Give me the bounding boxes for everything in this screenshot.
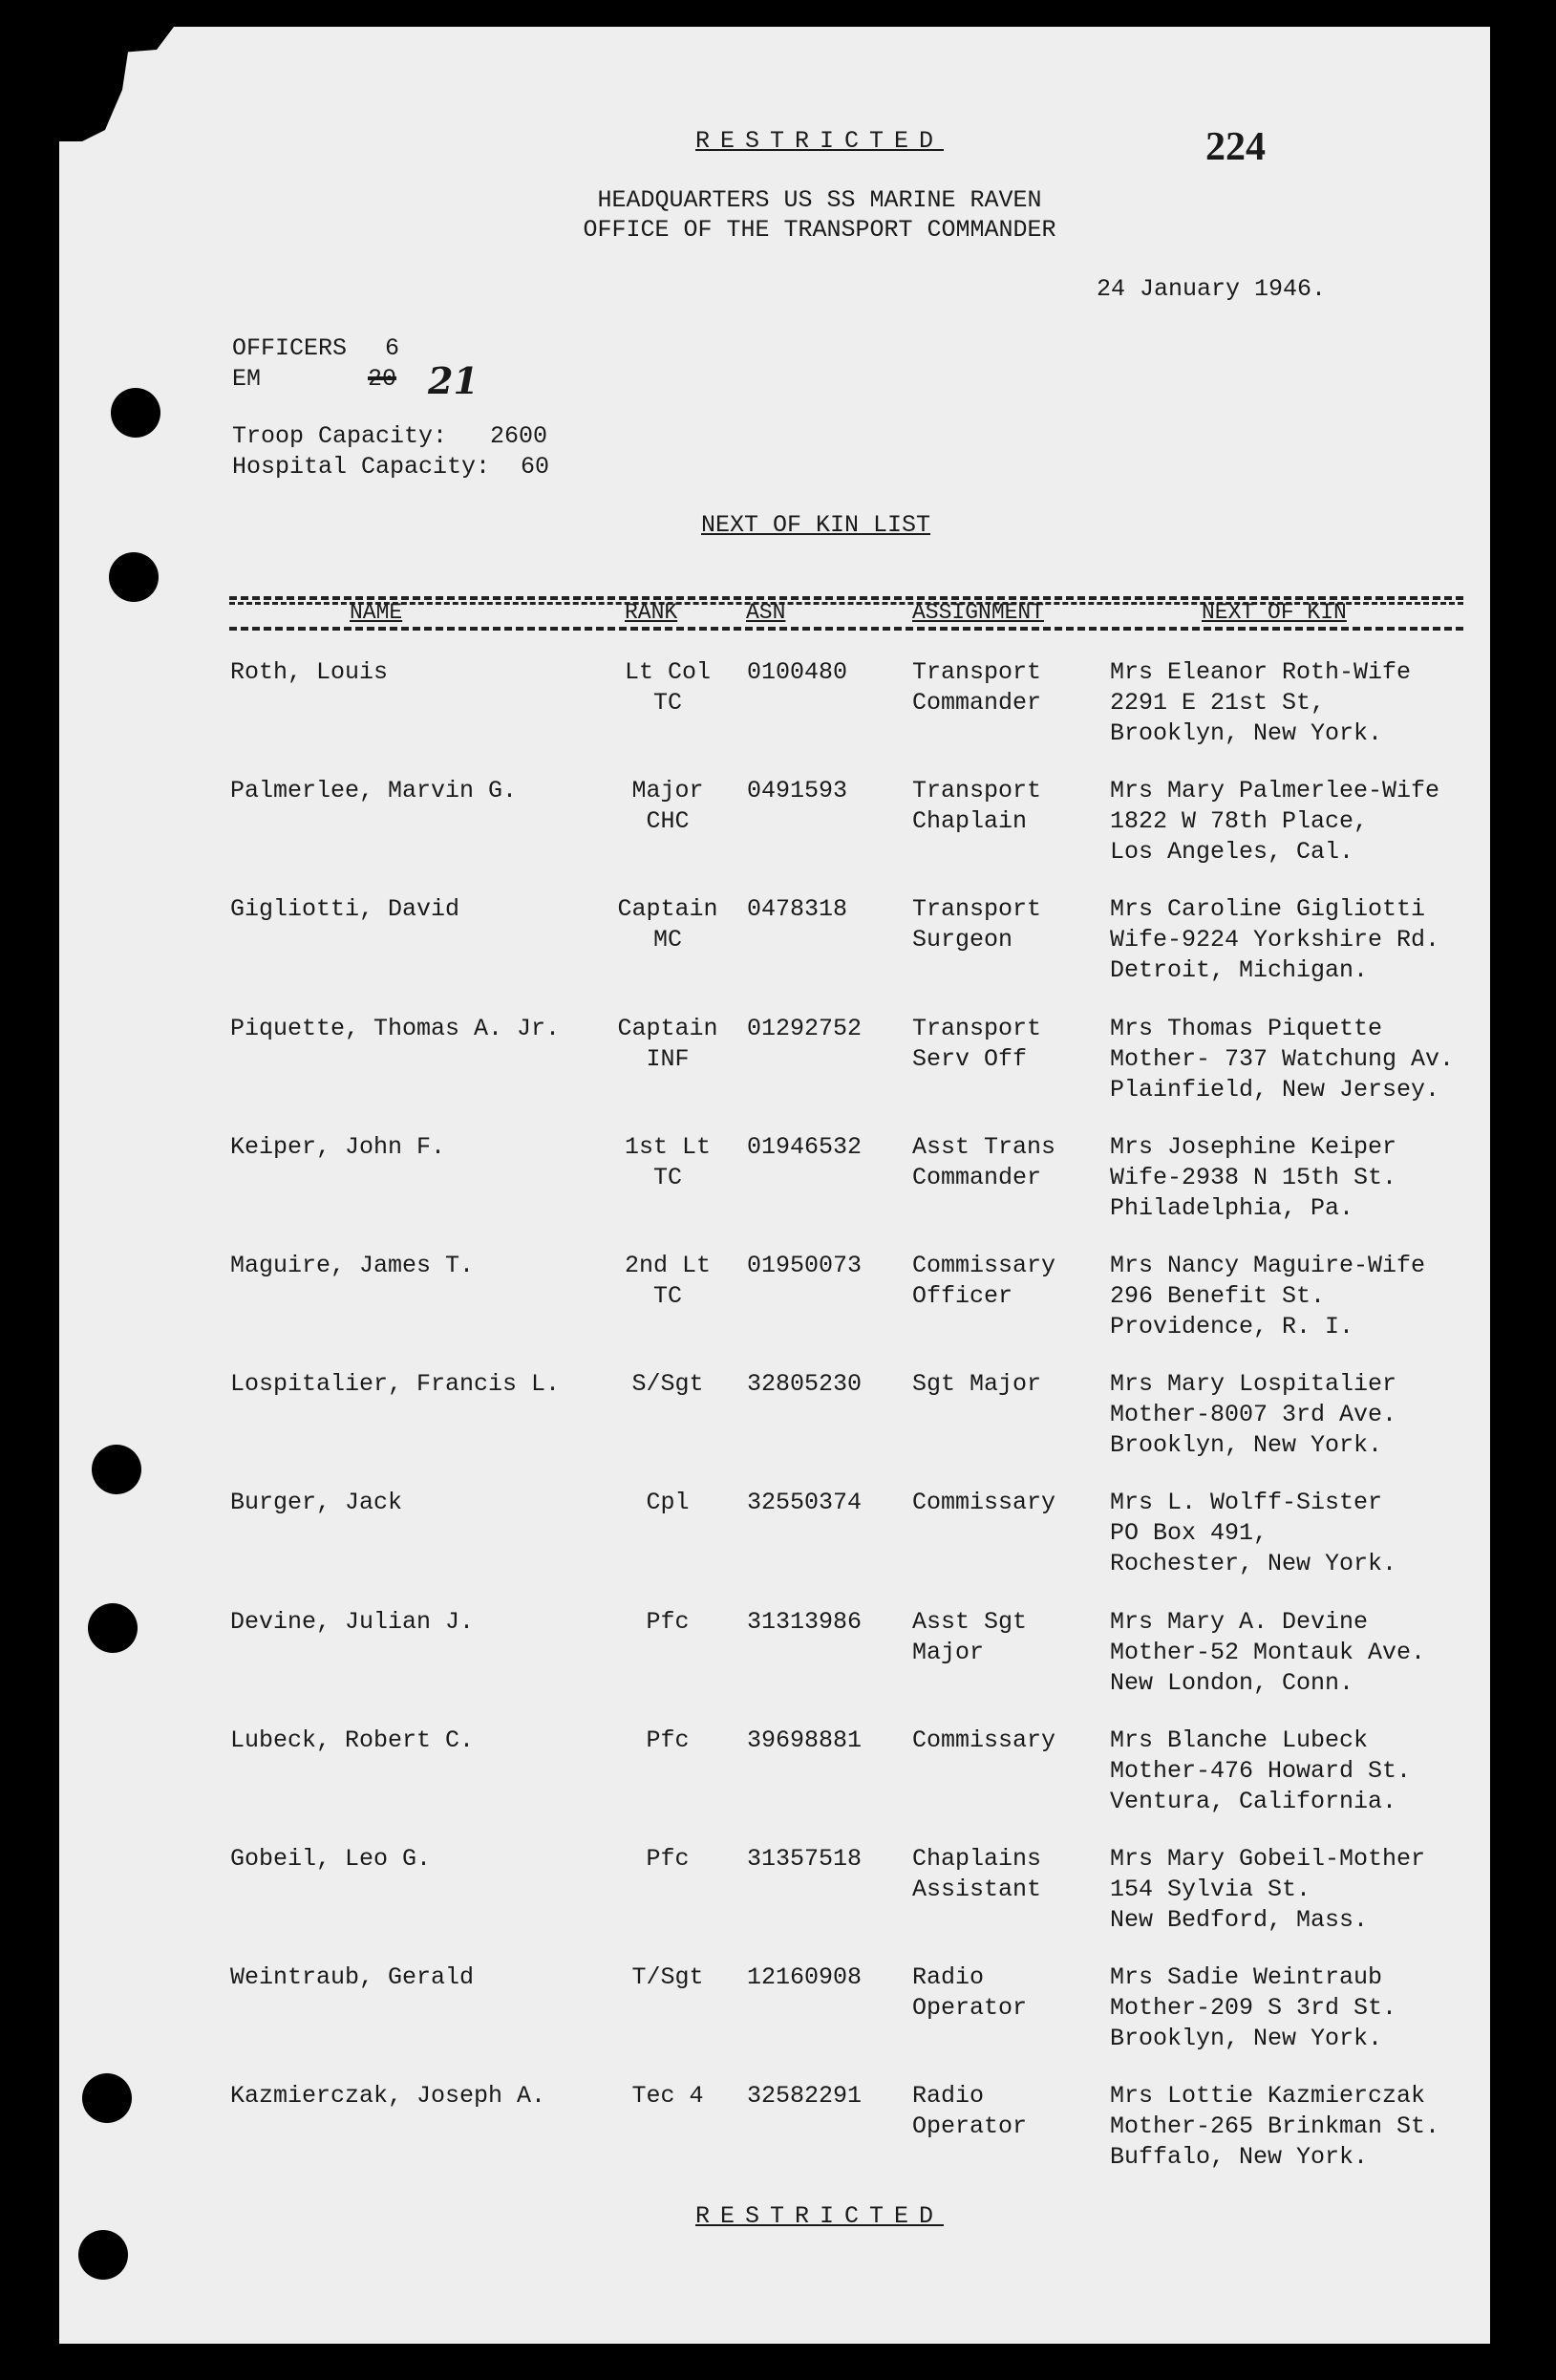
header-line-1: HEADQUARTERS US SS MARINE RAVEN (597, 186, 1042, 214)
cell-assignment: Asst Trans Commander (912, 1132, 1056, 1191)
cell-kin: Mrs Sadie Weintraub Mother-209 S 3rd St. Brooklyn, New York. (1110, 1963, 1397, 2053)
cell-assignment: Sgt Major (912, 1370, 1042, 1399)
cell-asn: 0478318 (747, 895, 848, 924)
cell-kin: Mrs Mary A. Devine Mother-52 Montauk Ave. New London, Conn. (1110, 1607, 1426, 1697)
table-row (0, 657, 1556, 776)
officers-value: 6 (385, 334, 400, 362)
cell-name: Lospitalier, Francis L. (230, 1370, 561, 1399)
cell-assignment: Asst Sgt Major (912, 1607, 1028, 1666)
cell-asn: 0491593 (747, 777, 848, 805)
punch-hole-6 (78, 2230, 128, 2280)
cell-asn: 32582291 (747, 2082, 863, 2111)
table-row (0, 1607, 1556, 1726)
punch-hole-1 (111, 388, 160, 438)
table-row (0, 894, 1556, 1013)
cell-rank: Lt Col TC (624, 658, 711, 717)
cell-kin: Mrs Mary Palmerlee-Wife 1822 W 78th Place, Los Angeles, Cal. (1110, 777, 1440, 867)
column-header-assignment: ASSIGNMENT (912, 600, 1045, 625)
cell-name: Lubeck, Robert C. (230, 1726, 475, 1754)
troop-capacity-label: Troop Capacity: (232, 422, 448, 450)
cell-asn: 12160908 (747, 1963, 863, 1992)
cell-rank: Major CHC (631, 777, 704, 836)
cell-rank: S/Sgt (631, 1370, 704, 1399)
classification-bottom: RESTRICTED (694, 2202, 945, 2230)
cell-asn: 32805230 (747, 1370, 863, 1399)
cell-rank: Cpl (646, 1489, 690, 1517)
table-row (0, 1844, 1556, 1962)
cell-kin: Mrs Eleanor Roth-Wife 2291 E 21st St, Brooklyn, New York. (1110, 658, 1412, 747)
cell-kin: Mrs Nancy Maguire-Wife 296 Benefit St. Providence, R. I. (1110, 1252, 1426, 1340)
hospital-capacity-label: Hospital Capacity: (232, 453, 491, 481)
cell-rank: 2nd Lt TC (624, 1252, 711, 1310)
cell-name: Devine, Julian J. (230, 1607, 475, 1636)
cell-name: Keiper, John F. (230, 1132, 446, 1161)
cell-asn: 32550374 (747, 1489, 863, 1517)
cell-kin: Mrs Blanche Lubeck Mother-476 Howard St. Ventura, California. (1110, 1726, 1412, 1815)
em-handwritten-value: 21 (428, 359, 479, 402)
cell-assignment: Radio Operator (912, 1963, 1028, 2023)
table-row (0, 1962, 1556, 2081)
punch-hole-2 (109, 552, 159, 602)
cell-kin: Mrs Caroline Gigliotti Wife-9224 Yorkshire Rd. Detroit, Michigan. (1110, 895, 1440, 985)
cell-asn: 01292752 (747, 1014, 863, 1042)
table-row (0, 1251, 1556, 1369)
column-header-kin: NEXT OF KIN (1202, 600, 1347, 625)
cell-name: Maguire, James T. (230, 1252, 475, 1279)
em-struck-value: 20 (368, 365, 397, 393)
table-row (0, 2081, 1556, 2199)
cell-kin: Mrs L. Wolff-Sister PO Box 491, Rochester, New York. (1110, 1489, 1397, 1578)
column-header-asn: ASN (746, 600, 786, 625)
table-row (0, 776, 1556, 894)
hospital-capacity-value: 60 (521, 453, 550, 481)
cell-kin: Mrs Lottie Kazmierczak Mother-265 Brinkman St. Buffalo, New York. (1110, 2082, 1440, 2172)
cell-assignment: Commissary (912, 1489, 1056, 1517)
cell-name: Roth, Louis (230, 658, 389, 686)
cell-rank: T/Sgt (631, 1963, 704, 1992)
page-number: 224 (1205, 125, 1266, 169)
table-row (0, 1014, 1556, 1132)
officers-label: OFFICERS (232, 334, 348, 362)
cell-name: Weintraub, Gerald (230, 1963, 475, 1992)
cell-rank: Pfc (646, 1607, 690, 1636)
cell-kin: Mrs Mary Gobeil-Mother 154 Sylvia St. New Bedford, Mass. (1110, 1845, 1426, 1934)
cell-asn: 0100480 (747, 658, 848, 686)
cell-rank: Captain MC (617, 895, 718, 954)
classification-top: RESTRICTED (694, 127, 945, 155)
list-title: NEXT OF KIN LIST (701, 511, 931, 539)
cell-kin: Mrs Josephine Keiper Wife-2938 N 15th St. Philadelphia, Pa. (1110, 1132, 1397, 1222)
cell-name: Kazmierczak, Joseph A. (230, 2082, 546, 2111)
cell-rank: Pfc (646, 1726, 690, 1754)
header-line-2: OFFICE OF THE TRANSPORT COMMANDER (583, 216, 1056, 244)
cell-assignment: Chaplains Assistant (912, 1845, 1042, 1903)
table-row (0, 1726, 1556, 1844)
column-header-rank: RANK (625, 600, 678, 625)
cell-rank: Tec 4 (631, 2082, 704, 2111)
cell-name: Gobeil, Leo G. (230, 1845, 432, 1873)
table-row (0, 1132, 1556, 1251)
cell-assignment: Transport Serv Off (912, 1014, 1042, 1073)
cell-kin: Mrs Mary Lospitalier Mother-8007 3rd Ave. Brooklyn, New York. (1110, 1370, 1397, 1460)
cell-asn: 39698881 (747, 1726, 863, 1754)
document-date: 24 January 1946. (1097, 275, 1327, 303)
cell-assignment: Commissary (912, 1726, 1056, 1754)
cell-assignment: Transport Surgeon (912, 895, 1042, 954)
cell-asn: 01950073 (747, 1252, 863, 1279)
cell-assignment: Commissary Officer (912, 1252, 1056, 1310)
cell-asn: 01946532 (747, 1132, 863, 1161)
cell-rank: 1st Lt TC (624, 1132, 711, 1191)
cell-name: Palmerlee, Marvin G. (230, 777, 518, 805)
column-header-name: NAME (350, 600, 403, 625)
table-row (0, 1369, 1556, 1488)
cell-assignment: Transport Commander (912, 658, 1042, 717)
cell-name: Gigliotti, David (230, 895, 460, 924)
cell-asn: 31313986 (747, 1607, 863, 1636)
troop-capacity-value: 2600 (490, 422, 548, 450)
cell-name: Piquette, Thomas A. Jr. (230, 1014, 561, 1042)
cell-name: Burger, Jack (230, 1489, 403, 1517)
cell-asn: 31357518 (747, 1845, 863, 1873)
cell-rank: Pfc (646, 1845, 690, 1873)
cell-rank: Captain INF (617, 1014, 718, 1073)
cell-kin: Mrs Thomas Piquette Mother- 737 Watchung Av. Plainfield, New Jersey. (1110, 1014, 1455, 1104)
table-row (0, 1488, 1556, 1606)
table-rule-bottom (229, 627, 1463, 631)
cell-assignment: Radio Operator (912, 2082, 1028, 2141)
em-label: EM (232, 365, 262, 393)
cell-assignment: Transport Chaplain (912, 777, 1042, 836)
